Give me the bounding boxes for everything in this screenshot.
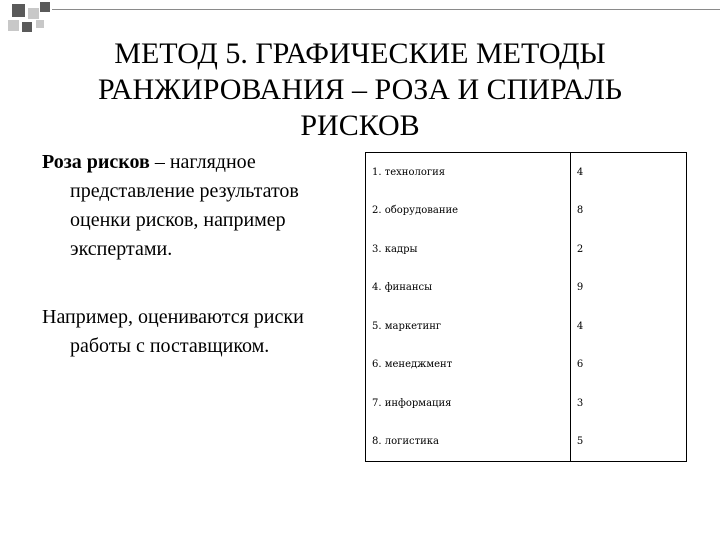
risk-value-cell: 8 bbox=[570, 192, 686, 230]
risk-name-cell: 3. кадры bbox=[366, 230, 571, 268]
table-row bbox=[366, 384, 687, 422]
risk-value-cell: 3 bbox=[570, 384, 686, 422]
top-rule bbox=[52, 9, 720, 10]
example-paragraph: Например, оцениваются риски работы с поставщиком. bbox=[42, 306, 304, 357]
risk-value-cell: 2 bbox=[570, 230, 686, 268]
risk-name-cell: 6. менеджмент bbox=[366, 345, 571, 383]
decor-square bbox=[12, 4, 25, 17]
decor-square bbox=[28, 8, 39, 19]
risk-name-cell: 8. логистика bbox=[366, 422, 571, 461]
slide-title: МЕТОД 5. ГРАФИЧЕСКИЕ МЕТОДЫ РАНЖИРОВАНИЯ – РОЗА И СПИРАЛЬ РИСКОВ bbox=[97, 37, 623, 142]
table-row bbox=[366, 268, 687, 306]
definition-text bbox=[42, 148, 352, 264]
risk-value-cell: 4 bbox=[570, 153, 686, 192]
table-row bbox=[366, 192, 687, 230]
risk-name-cell: 5. маркетинг bbox=[366, 307, 571, 345]
risk-name-cell: 7. информация bbox=[366, 384, 571, 422]
table-row bbox=[366, 153, 687, 192]
table-row bbox=[366, 345, 687, 383]
risk-value-cell: 4 bbox=[570, 307, 686, 345]
risk-value-cell: 5 bbox=[570, 422, 686, 461]
decor-square bbox=[36, 20, 44, 28]
decor-square bbox=[8, 20, 19, 31]
definition-paragraph bbox=[42, 148, 352, 264]
risk-name-cell: 1. технология bbox=[366, 153, 571, 192]
definition-body: – наглядное представление результатов оценки рисков, например экспертами. bbox=[70, 151, 299, 260]
table-row bbox=[366, 307, 687, 345]
decor-square bbox=[22, 22, 32, 32]
table-row bbox=[366, 230, 687, 268]
example-text bbox=[42, 303, 352, 361]
table-row bbox=[366, 422, 687, 461]
risk-value-cell: 9 bbox=[570, 268, 686, 306]
term-rose-of-risks: Роза рисков bbox=[42, 151, 150, 173]
risk-value-cell: 6 bbox=[570, 345, 686, 383]
decor-square bbox=[40, 2, 50, 12]
risk-name-cell: 2. оборудование bbox=[366, 192, 571, 230]
risk-table bbox=[365, 152, 687, 462]
risk-name-cell: 4. финансы bbox=[366, 268, 571, 306]
